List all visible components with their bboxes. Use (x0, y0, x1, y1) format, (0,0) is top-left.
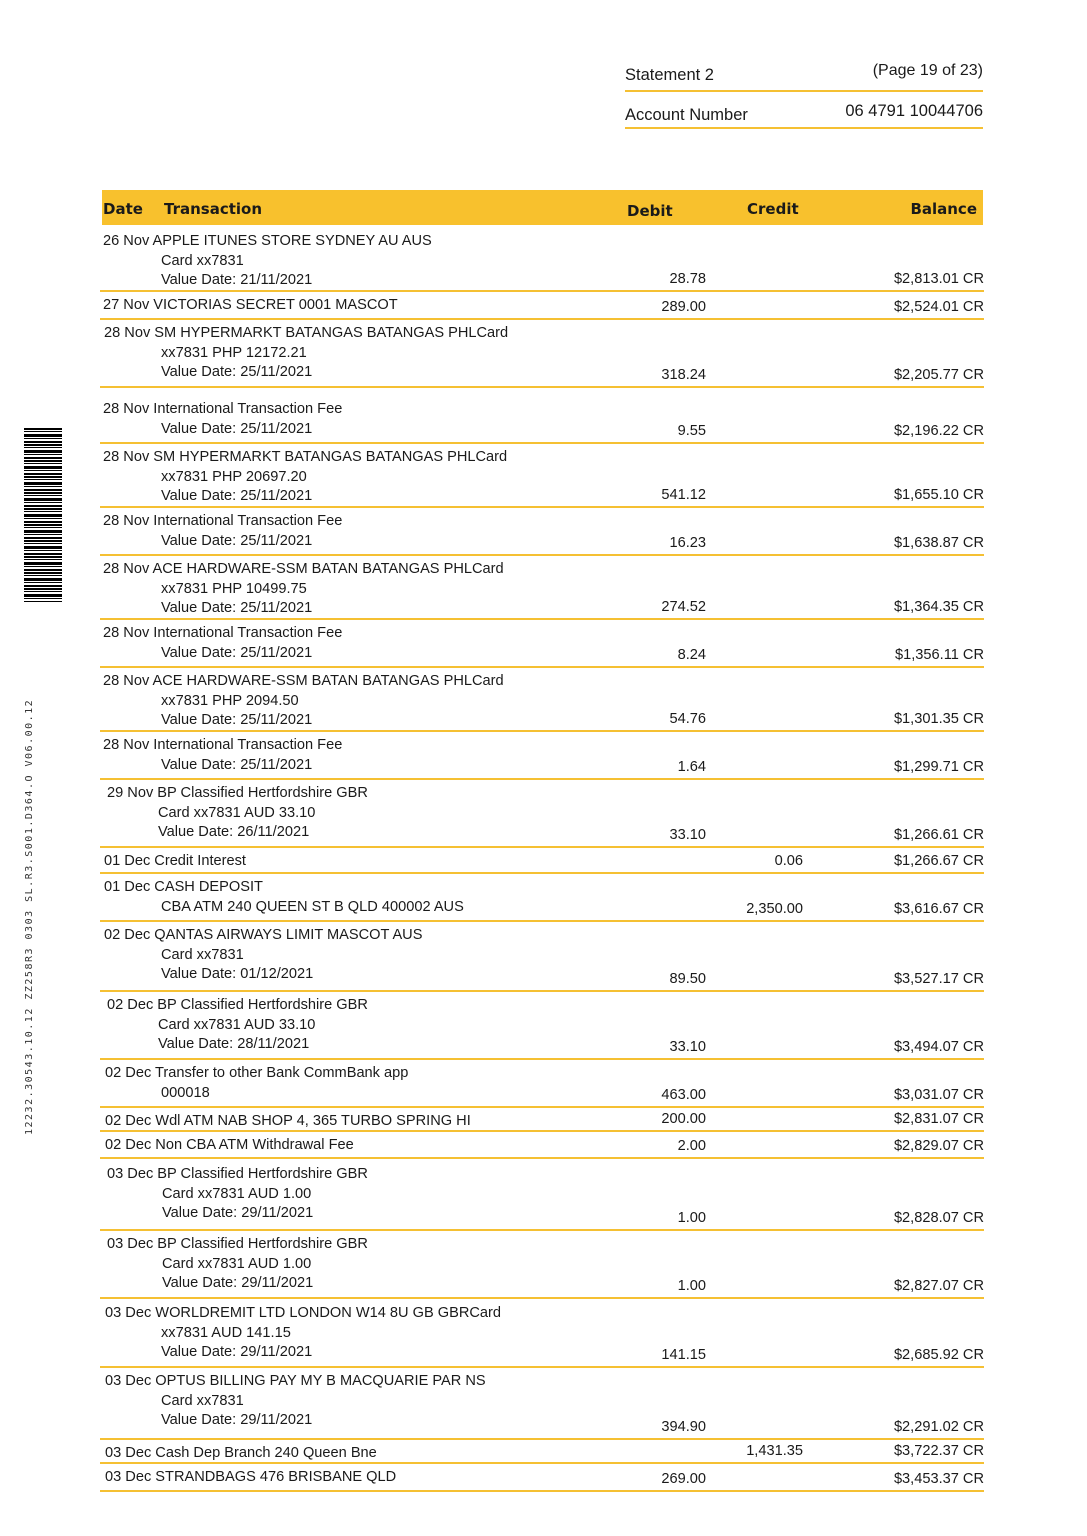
debit-amount: 200.00 (661, 1110, 706, 1127)
debit-amount: 28.78 (669, 270, 706, 287)
transaction-detail: Card xx7831 (161, 946, 244, 963)
debit-amount: 463.00 (661, 1086, 706, 1103)
row-divider (100, 1366, 984, 1368)
debit-amount: 541.12 (661, 486, 706, 503)
debit-amount: 89.50 (669, 970, 706, 987)
transaction-row (100, 1062, 984, 1108)
transaction-detail: Value Date: 25/11/2021 (161, 420, 313, 437)
transaction-row (100, 782, 984, 848)
transactions-table-header (102, 190, 983, 225)
transaction-detail: Value Date: 29/11/2021 (161, 1344, 313, 1360)
debit-amount: 1.64 (677, 758, 706, 775)
debit-amount: 16.23 (669, 534, 706, 551)
transaction-detail: Value Date: 25/11/2021 (161, 364, 313, 380)
transaction-detail: 000018 (161, 1084, 210, 1101)
transaction-description: 28 Nov International Transaction Fee (103, 737, 343, 753)
transaction-description: 03 Dec BP Classified Hertfordshire GBR (107, 1236, 368, 1252)
transaction-row (100, 1163, 984, 1231)
transaction-detail: Value Date: 25/11/2021 (161, 488, 313, 504)
transaction-detail: Value Date: 25/11/2021 (161, 756, 313, 773)
transaction-row (100, 1442, 984, 1464)
transaction-description: 03 Dec WORLDREMIT LTD LONDON W14 8U GB GBRCard (105, 1305, 502, 1321)
transaction-row (100, 230, 984, 292)
transaction-row (100, 1302, 984, 1368)
column-balance: Balance (910, 200, 977, 218)
transaction-detail: xx7831 PHP 12172.21 (161, 344, 307, 361)
transaction-description: 29 Nov BP Classified Hertfordshire GBR (107, 785, 368, 801)
header-divider (625, 90, 983, 92)
debit-amount: 33.10 (669, 1038, 706, 1055)
debit-amount: 8.24 (677, 646, 706, 663)
row-divider (100, 846, 984, 848)
transaction-detail: Card xx7831 (161, 1392, 244, 1409)
credit-amount: 1,431.35 (746, 1442, 803, 1459)
transaction-row (100, 924, 984, 992)
transaction-description: 03 Dec OPTUS BILLING PAY MY B MACQUARIE PAR NS (105, 1373, 486, 1389)
transaction-description: 03 Dec BP Classified Hertfordshire GBR (107, 1166, 368, 1182)
account-header (625, 100, 983, 129)
transaction-detail: xx7831 AUD 141.15 (161, 1324, 291, 1341)
row-divider (100, 1297, 984, 1299)
balance-amount: $2,685.92 CR (893, 1346, 984, 1363)
transaction-description: 28 Nov International Transaction Fee (103, 401, 343, 417)
page-indicator: (Page 19 of 23) (872, 62, 983, 79)
transaction-description: 03 Dec STRANDBAGS 476 BRISBANE QLD (105, 1469, 397, 1485)
row-divider (100, 442, 984, 444)
transaction-description: 01 Dec CASH DEPOSIT (104, 879, 263, 895)
transaction-row (100, 1233, 984, 1299)
row-divider (100, 554, 984, 556)
transaction-row (100, 446, 984, 508)
row-divider (100, 778, 984, 780)
balance-amount: $3,494.07 CR (893, 1038, 984, 1055)
row-divider (100, 618, 984, 620)
balance-amount: $1,356.11 CR (895, 646, 984, 663)
transaction-detail: Card xx7831 (161, 252, 244, 269)
transaction-description: 26 Nov APPLE ITUNES STORE SYDNEY AU AUS (103, 233, 432, 249)
transaction-row (100, 558, 984, 620)
transaction-description: 28 Nov International Transaction Fee (103, 625, 343, 641)
transaction-detail: Value Date: 25/11/2021 (161, 600, 313, 616)
row-divider (100, 920, 984, 922)
debit-amount: 289.00 (661, 298, 706, 315)
balance-amount: $3,031.07 CR (893, 1086, 984, 1103)
row-divider (100, 990, 984, 992)
header-divider (625, 127, 983, 129)
debit-amount: 269.00 (661, 1470, 706, 1487)
transaction-row (100, 876, 984, 922)
balance-amount: $1,638.87 CR (893, 534, 984, 551)
row-divider (100, 730, 984, 732)
debit-amount: 9.55 (677, 422, 706, 439)
debit-amount: 394.90 (661, 1418, 706, 1435)
transaction-row (100, 734, 984, 780)
transaction-description: 28 Nov ACE HARDWARE-SSM BATAN BATANGAS PHLCard (103, 673, 504, 689)
balance-amount: $1,655.10 CR (893, 486, 984, 503)
transaction-detail: Card xx7831 AUD 1.00 (162, 1255, 312, 1272)
barcode-image (24, 428, 62, 602)
row-divider (100, 1462, 984, 1464)
transaction-description: 02 Dec Transfer to other Bank CommBank app (105, 1065, 409, 1081)
transaction-description: 28 Nov ACE HARDWARE-SSM BATAN BATANGAS PHLCard (103, 561, 504, 577)
balance-amount: $2,827.07 CR (893, 1277, 984, 1294)
transaction-description: 28 Nov SM HYPERMARKT BATANGAS BATANGAS PHLCard (103, 449, 508, 465)
transaction-detail: Card xx7831 AUD 1.00 (162, 1185, 312, 1202)
transaction-row (100, 1134, 984, 1159)
transaction-detail: Value Date: 25/11/2021 (161, 712, 313, 728)
balance-amount: $2,831.07 CR (893, 1110, 984, 1127)
balance-amount: $1,299.71 CR (893, 758, 984, 775)
transaction-detail: CBA ATM 240 QUEEN ST B QLD 400002 AUS (161, 898, 464, 915)
transaction-description: 02 Dec Wdl ATM NAB SHOP 4, 365 TURBO SPRING HI (105, 1113, 471, 1129)
transaction-description: 27 Nov VICTORIAS SECRET 0001 MASCOT (103, 297, 398, 313)
transaction-detail: Value Date: 29/11/2021 (162, 1275, 314, 1291)
row-divider (100, 1130, 984, 1132)
row-divider (100, 1157, 984, 1159)
transaction-row (100, 670, 984, 732)
debit-amount: 1.00 (677, 1209, 706, 1226)
debit-amount: 2.00 (677, 1137, 706, 1154)
balance-amount: $2,205.77 CR (893, 366, 984, 383)
transaction-detail: xx7831 PHP 20697.20 (161, 468, 307, 485)
row-divider (100, 1229, 984, 1231)
account-number: 06 4791 10044706 (845, 102, 983, 120)
transaction-detail: Value Date: 29/11/2021 (162, 1205, 314, 1221)
row-divider (100, 1106, 984, 1108)
debit-amount: 54.76 (669, 710, 706, 727)
balance-amount: $3,527.17 CR (893, 970, 984, 987)
statement-header (625, 60, 983, 92)
balance-amount: $2,829.07 CR (893, 1137, 984, 1154)
transaction-detail: Card xx7831 AUD 33.10 (158, 1016, 316, 1033)
transaction-row (100, 322, 984, 388)
transaction-description: 01 Dec Credit Interest (104, 853, 246, 869)
balance-amount: $3,453.37 CR (893, 1470, 984, 1487)
balance-amount: $1,266.61 CR (893, 826, 984, 843)
transaction-row (100, 510, 984, 556)
debit-amount: 141.15 (661, 1346, 706, 1363)
transaction-row (100, 294, 984, 320)
balance-amount: $2,813.01 CR (893, 270, 984, 287)
transaction-description: 02 Dec BP Classified Hertfordshire GBR (107, 997, 368, 1013)
column-transaction: Transaction (164, 200, 263, 218)
balance-amount: $3,722.37 CR (893, 1442, 984, 1459)
transaction-description: 02 Dec QANTAS AIRWAYS LIMIT MASCOT AUS (104, 927, 423, 943)
debit-amount: 318.24 (661, 366, 706, 383)
balance-amount: $2,524.01 CR (893, 298, 984, 315)
transaction-detail: Value Date: 28/11/2021 (158, 1036, 310, 1052)
transaction-detail: Value Date: 29/11/2021 (161, 1412, 313, 1428)
transaction-row (100, 622, 984, 668)
transaction-detail: xx7831 PHP 2094.50 (161, 692, 299, 709)
transaction-detail: Value Date: 21/11/2021 (161, 272, 313, 288)
row-divider (100, 506, 984, 508)
debit-amount: 33.10 (669, 826, 706, 843)
transaction-detail: Value Date: 01/12/2021 (161, 966, 314, 982)
column-date: Date (103, 200, 143, 218)
document-reference-code: 12232.30543.10.12 ZZ258R3 0303 SL.R3.S001.D364.O V06.00.12 (24, 698, 35, 1135)
transaction-row (100, 850, 984, 874)
transaction-description: 02 Dec Non CBA ATM Withdrawal Fee (105, 1137, 354, 1153)
transaction-detail: Value Date: 25/11/2021 (161, 532, 313, 549)
balance-amount: $3,616.67 CR (893, 900, 984, 917)
column-debit: Debit (627, 202, 673, 220)
balance-amount: $1,364.35 CR (893, 598, 984, 615)
transaction-description: 28 Nov International Transaction Fee (103, 513, 343, 529)
row-divider (100, 318, 984, 320)
balance-amount: $2,291.02 CR (893, 1418, 984, 1435)
debit-amount: 1.00 (677, 1277, 706, 1294)
row-divider (100, 386, 984, 388)
transaction-detail: xx7831 PHP 10499.75 (161, 580, 307, 597)
account-number-label: Account Number (625, 106, 748, 124)
transaction-detail: Value Date: 26/11/2021 (158, 824, 310, 840)
transaction-description: 28 Nov SM HYPERMARKT BATANGAS BATANGAS PHLCard (104, 325, 509, 341)
credit-amount: 0.06 (774, 852, 803, 869)
row-divider (100, 872, 984, 874)
row-divider (100, 1438, 984, 1440)
transaction-row (100, 1370, 984, 1440)
transaction-detail: Card xx7831 AUD 33.10 (158, 804, 316, 821)
row-divider (100, 290, 984, 292)
transaction-detail: Value Date: 25/11/2021 (161, 644, 313, 661)
transaction-row (100, 994, 984, 1060)
transaction-row (100, 1110, 984, 1132)
transaction-description: 03 Dec Cash Dep Branch 240 Queen Bne (105, 1445, 377, 1461)
column-credit: Credit (747, 200, 799, 218)
transaction-row (100, 398, 984, 444)
balance-amount: $2,196.22 CR (893, 422, 984, 439)
transaction-row (100, 1466, 984, 1492)
debit-amount: 274.52 (661, 598, 706, 615)
row-divider (100, 666, 984, 668)
statement-label: Statement 2 (625, 66, 714, 84)
credit-amount: 2,350.00 (746, 900, 803, 917)
row-divider (100, 1490, 984, 1492)
row-divider (100, 1058, 984, 1060)
balance-amount: $1,266.67 CR (893, 852, 984, 869)
balance-amount: $2,828.07 CR (893, 1209, 984, 1226)
balance-amount: $1,301.35 CR (893, 710, 984, 727)
